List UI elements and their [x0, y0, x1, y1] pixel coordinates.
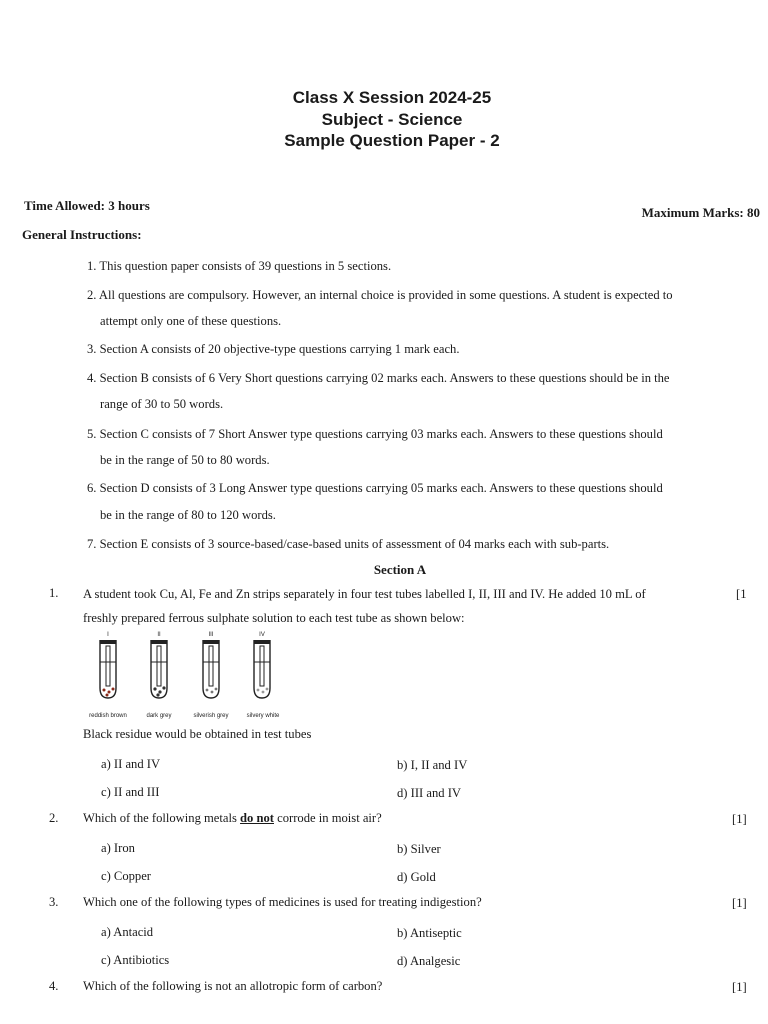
instruction-item	[87, 259, 391, 274]
paper-title-line3: Sample Question Paper - 2	[284, 131, 500, 150]
instruction-number: 2.	[87, 288, 97, 302]
instruction-number: 4.	[87, 371, 97, 385]
q2-text-emphasis: do not	[240, 811, 274, 825]
q1-marks: [1	[736, 587, 747, 601]
test-tube-i	[100, 640, 116, 698]
instruction-text: Section E consists of 3 source-based/case-based units of assessment of 04 marks each with sub-parts.	[99, 537, 610, 551]
instruction-text: Section A consists of 20 objective-type questions carrying 1 mark each.	[99, 342, 460, 356]
q1-option-d: d) III and IV	[397, 786, 461, 800]
instruction-text: All questions are compulsory. However, an internal choice is provided in some questions. A student is expected to	[98, 288, 673, 302]
paper-title-line2: Subject - Science	[321, 110, 463, 129]
test-tube-ii	[151, 640, 167, 698]
instruction-number: 6.	[87, 481, 97, 495]
instruction-continuation: attempt only one of these questions.	[100, 314, 282, 328]
q3-marks: [1]	[732, 896, 747, 910]
q3-text: Which one of the following types of medicines is used for treating indigestion?	[83, 895, 482, 909]
time-allowed: Time Allowed: 3 hours	[24, 198, 150, 213]
instruction-text: This question paper consists of 39 questions in 5 sections.	[99, 259, 392, 273]
tube-caption-iv: silvery white	[246, 713, 280, 719]
q2-option-a: a) Iron	[101, 841, 135, 855]
tube-label-iii: III	[208, 632, 214, 638]
q3-option-a: a) Antacid	[101, 925, 154, 939]
instruction-text: Section D consists of 3 Long Answer type questions carrying 05 marks each. Answers to these questions should	[99, 481, 663, 495]
tube-caption-iii: silverish grey	[193, 713, 229, 719]
instruction-number: 1.	[87, 259, 97, 273]
test-tube-iv	[254, 640, 270, 698]
instruction-item	[87, 288, 673, 303]
tube-label-i: I	[107, 632, 109, 638]
instruction-item	[87, 427, 663, 442]
instruction-item	[87, 481, 663, 496]
instruction-item	[87, 342, 460, 357]
q3-option-b: b) Antiseptic	[397, 926, 462, 940]
tube-label-iv: IV	[259, 632, 265, 638]
q1-text-line2: freshly prepared ferrous sulphate solution to each test tube as shown below:	[83, 611, 465, 625]
q4-marks: [1]	[732, 980, 747, 994]
instruction-number: 5.	[87, 427, 97, 441]
q2-marks: [1]	[732, 812, 747, 826]
q3-option-d: d) Analgesic	[397, 954, 461, 968]
instruction-number: 7.	[87, 537, 97, 551]
q1-option-c: c) II and III	[101, 785, 160, 799]
q4-text: Which of the following is not an allotropic form of carbon?	[83, 979, 383, 993]
q2-text-pre: Which of the following metals	[83, 811, 241, 825]
q2-option-b: b) Silver	[397, 842, 441, 856]
instruction-text: Section B consists of 6 Very Short questions carrying 02 marks each. Answers to these questions should be in the	[99, 371, 670, 385]
q2-text	[83, 811, 382, 826]
q1-text-line1: A student took Cu, Al, Fe and Zn strips separately in four test tubes labelled I, II, III and IV. He added 10 mL of	[83, 587, 646, 601]
instruction-number: 3.	[87, 342, 97, 356]
instructions-heading: General Instructions:	[22, 227, 142, 242]
tube-caption-i: reddish brown	[89, 713, 127, 719]
paper-title-line1: Class X Session 2024-25	[292, 88, 492, 107]
q3-number: 3.	[49, 895, 59, 909]
tube-label-ii: II	[157, 632, 161, 638]
instruction-item	[87, 537, 609, 552]
tube-caption-ii: dark grey	[146, 713, 172, 719]
q2-option-d: d) Gold	[397, 870, 436, 884]
instruction-item	[87, 371, 670, 386]
test-tubes-figure	[80, 626, 300, 722]
q1-option-b: b) I, II and IV	[397, 758, 468, 772]
instruction-text: Section C consists of 7 Short Answer type questions carrying 03 marks each. Answers to these questions should	[99, 427, 663, 441]
q2-text-post: corrode in moist air?	[274, 811, 382, 825]
q1-stem: Black residue would be obtained in test tubes	[83, 727, 312, 741]
q3-option-c: c) Antibiotics	[101, 953, 170, 967]
q2-option-c: c) Copper	[101, 869, 152, 883]
instruction-continuation: be in the range of 50 to 80 words.	[100, 453, 270, 467]
q2-number: 2.	[49, 811, 59, 825]
q1-option-a: a) II and IV	[101, 757, 161, 771]
maximum-marks: Maximum Marks: 80	[641, 205, 760, 220]
test-tube-iii	[203, 640, 219, 698]
section-a-heading: Section A	[373, 562, 427, 577]
instruction-continuation: be in the range of 80 to 120 words.	[100, 508, 276, 522]
instruction-continuation: range of 30 to 50 words.	[100, 397, 224, 411]
q1-number: 1.	[49, 586, 59, 600]
q4-number: 4.	[49, 979, 59, 993]
